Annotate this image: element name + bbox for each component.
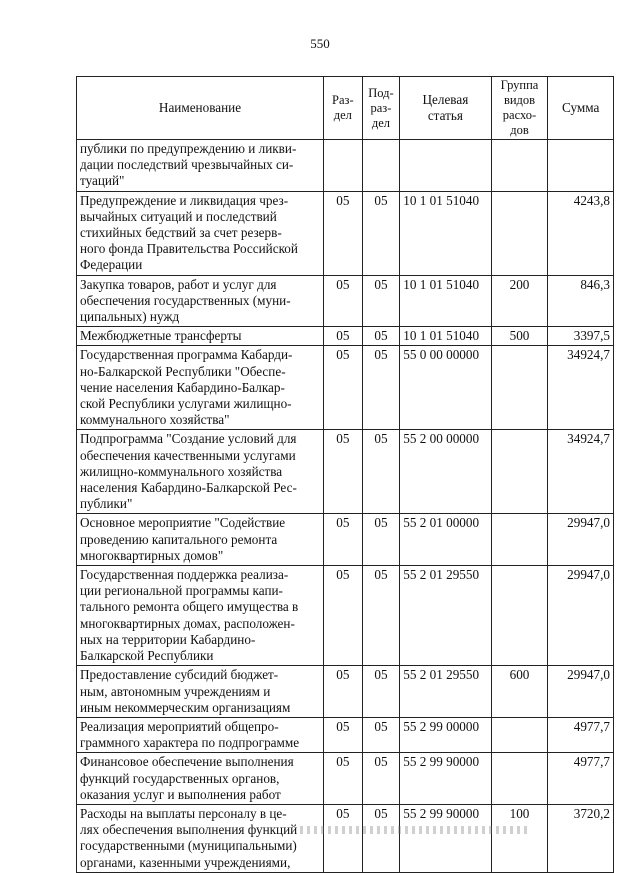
- cell-target: 55 2 01 29550: [400, 666, 491, 718]
- cell-sum: [548, 140, 614, 192]
- table-row: [77, 275, 614, 327]
- cell-section: 05: [324, 275, 363, 327]
- table-row: [77, 666, 614, 718]
- cell-name: Основное мероприятие "Содействие проведению капитального ремонта многоквартирных домов": [77, 514, 324, 566]
- cell-target: 55 2 01 00000: [400, 514, 491, 566]
- cell-subsection: 05: [362, 430, 400, 514]
- cell-target: 55 2 99 00000: [400, 717, 491, 752]
- table-row: [77, 717, 614, 752]
- cell-sum: 846,3: [548, 275, 614, 327]
- cell-name: Закупка товаров, работ и услуг для обеспечения государственных (муни- ципальных) нужд: [77, 275, 324, 327]
- cell-name: Государственная программа Кабарди- но-Балкарской Республики "Обеспе- чение населения Кабардино-Балкар- ской Республики услугами жилищно- коммунального хозяйства": [77, 346, 324, 430]
- cell-group: 500: [491, 327, 548, 346]
- cell-target: 10 1 01 51040: [400, 275, 491, 327]
- table-row: [77, 430, 614, 514]
- cell-name: Предоставление субсидий бюджет- ным, автономным учреждениям и иным некоммерческим организациям: [77, 666, 324, 718]
- cell-name: Государственная поддержка реализа- ции региональной программы капи- тального ремонта общего имущества в многоквартирных домах, расположен- ных на территории Кабардино- Балкарской Республики: [77, 566, 324, 666]
- header-sum: Сумма: [548, 77, 614, 140]
- cell-target: 10 1 01 51040: [400, 191, 491, 275]
- table-row: [77, 566, 614, 666]
- cell-sum: 29947,0: [548, 514, 614, 566]
- cell-section: 05: [324, 346, 363, 430]
- cell-target: 10 1 01 51040: [400, 327, 491, 346]
- table-row: [77, 753, 614, 805]
- cell-section: [324, 140, 363, 192]
- cell-group: [491, 140, 548, 192]
- cell-name: Предупреждение и ликвидация чрез- вычайных ситуаций и последствий стихийных бедствий за счет резерв- ного фонда Правительства Российской Федерации: [77, 191, 324, 275]
- cell-name: Реализация мероприятий общепро- граммного характера по подпрограмме: [77, 717, 324, 752]
- cell-group: [491, 191, 548, 275]
- cell-name: Расходы на выплаты персоналу в це- лях обеспечения выполнения функций государственными (муниципальными) органами, казенными учреждениями,: [77, 804, 324, 872]
- scan-smudge: [300, 826, 530, 834]
- cell-section: 05: [324, 804, 363, 872]
- cell-section: 05: [324, 666, 363, 718]
- cell-target: [400, 140, 491, 192]
- cell-name: Подпрограмма "Создание условий для обеспечения качественными услугами жилищно-коммунального хозяйства населения Кабардино-Балкарской Рес- публики": [77, 430, 324, 514]
- cell-group: [491, 753, 548, 805]
- cell-name: Межбюджетные трансферты: [77, 327, 324, 346]
- cell-subsection: 05: [362, 666, 400, 718]
- cell-section: 05: [324, 191, 363, 275]
- header-row: [77, 77, 614, 140]
- table-row: [77, 140, 614, 192]
- cell-subsection: 05: [362, 327, 400, 346]
- cell-section: 05: [324, 430, 363, 514]
- cell-section: 05: [324, 566, 363, 666]
- table-row: [77, 514, 614, 566]
- cell-subsection: 05: [362, 717, 400, 752]
- header-section: Раз- дел: [324, 77, 363, 140]
- cell-subsection: 05: [362, 275, 400, 327]
- cell-sum: 4977,7: [548, 753, 614, 805]
- cell-name: Финансовое обеспечение выполнения функций государственных органов, оказания услуг и выполнения работ: [77, 753, 324, 805]
- cell-section: 05: [324, 514, 363, 566]
- cell-target: 55 2 00 00000: [400, 430, 491, 514]
- cell-subsection: 05: [362, 514, 400, 566]
- cell-subsection: [362, 140, 400, 192]
- cell-target: 55 2 99 90000: [400, 753, 491, 805]
- cell-section: 05: [324, 753, 363, 805]
- cell-group: [491, 514, 548, 566]
- cell-name: публики по предупреждению и ликви- дации последствий чрезвычайных си- туаций": [77, 140, 324, 192]
- table-row: [77, 346, 614, 430]
- cell-group: 200: [491, 275, 548, 327]
- cell-group: [491, 346, 548, 430]
- cell-section: 05: [324, 717, 363, 752]
- table-row: [77, 327, 614, 346]
- cell-target: 55 2 01 29550: [400, 566, 491, 666]
- cell-subsection: 05: [362, 804, 400, 872]
- cell-group: [491, 717, 548, 752]
- budget-table: [76, 76, 614, 873]
- cell-group: [491, 566, 548, 666]
- cell-group: 600: [491, 666, 548, 718]
- table-row: [77, 191, 614, 275]
- cell-subsection: 05: [362, 346, 400, 430]
- header-target: Целевая статья: [400, 77, 491, 140]
- cell-sum: 4977,7: [548, 717, 614, 752]
- header-subsection: Под- раз- дел: [362, 77, 400, 140]
- table-row: [77, 804, 614, 872]
- cell-subsection: 05: [362, 191, 400, 275]
- cell-group: [491, 430, 548, 514]
- cell-sum: 34924,7: [548, 430, 614, 514]
- header-name: Наименование: [77, 77, 324, 140]
- cell-group: 100: [491, 804, 548, 872]
- cell-sum: 34924,7: [548, 346, 614, 430]
- page-number: 550: [310, 36, 330, 51]
- cell-subsection: 05: [362, 566, 400, 666]
- cell-sum: 3720,2: [548, 804, 614, 872]
- cell-target: 55 2 99 90000: [400, 804, 491, 872]
- cell-subsection: 05: [362, 753, 400, 805]
- cell-sum: 29947,0: [548, 666, 614, 718]
- cell-section: 05: [324, 327, 363, 346]
- cell-target: 55 0 00 00000: [400, 346, 491, 430]
- cell-sum: 29947,0: [548, 566, 614, 666]
- header-group: Группа видов расхо- дов: [491, 77, 548, 140]
- cell-sum: 4243,8: [548, 191, 614, 275]
- cell-sum: 3397,5: [548, 327, 614, 346]
